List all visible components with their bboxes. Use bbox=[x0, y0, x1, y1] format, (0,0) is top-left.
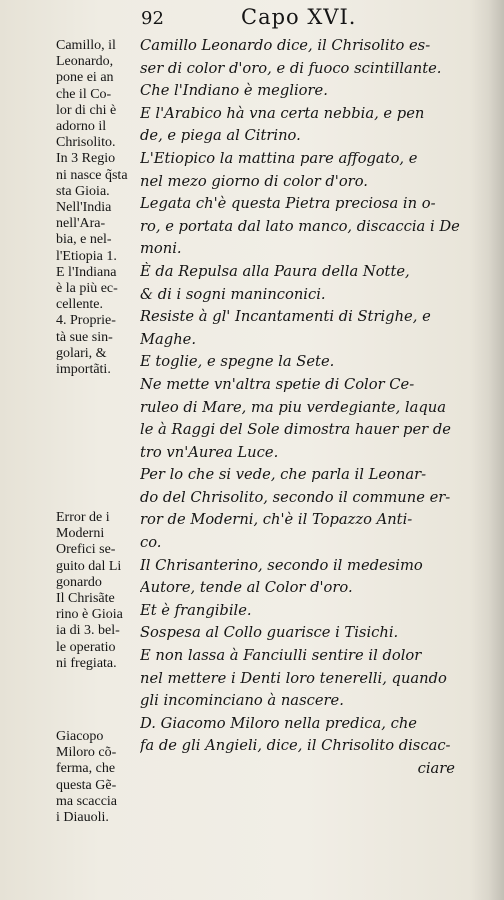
main-text bbox=[140, 35, 495, 781]
text-line: & di i sogni maninconici. bbox=[140, 285, 326, 303]
margin-note-giacopo bbox=[56, 729, 138, 826]
text-line: Legata ch'è questa Pietra preciosa in o- bbox=[140, 195, 436, 213]
margin-note-error bbox=[56, 510, 138, 672]
margin-note-line: lor di chi è bbox=[56, 102, 117, 118]
margin-note-line: Il Chrisãte bbox=[56, 591, 115, 607]
text-line: co. bbox=[140, 534, 162, 552]
text-line: Camillo Leonardo dice, il Chrisolito es- bbox=[140, 37, 431, 54]
text-line: moni. bbox=[140, 240, 182, 258]
text-line: tro vn'Aurea Luce. bbox=[140, 443, 279, 461]
text-line: E non lassa à Fanciulli sentire il dolor bbox=[140, 647, 422, 665]
text-line: Et è frangibile. bbox=[140, 601, 252, 619]
text-line: L'Etiopico la mattina pare affogato, e bbox=[140, 149, 418, 167]
margin-note-line: sta Gioia. bbox=[56, 183, 110, 199]
margin-note-line: importãti. bbox=[56, 362, 111, 378]
margin-note-line: golari, & bbox=[56, 345, 107, 361]
text-line: E toglie, e spegne la Sete. bbox=[140, 353, 335, 371]
text-line: ror de Moderni, ch'è il Topazzo Anti- bbox=[140, 511, 413, 529]
margin-note-line: ferma, che bbox=[56, 761, 116, 777]
margin-note-line: Camillo, il bbox=[56, 38, 116, 53]
text-line: Autore, tende al Color d'oro. bbox=[140, 579, 353, 597]
running-head: Capo XVI. bbox=[241, 5, 357, 29]
margin-note-line: ia di 3. bel- bbox=[56, 623, 120, 639]
margin-note-line: Leonardo, bbox=[56, 54, 114, 70]
margin-note-line: Moderni bbox=[56, 526, 105, 542]
margin-note-line: adorno il bbox=[56, 119, 107, 135]
text-line: ciare bbox=[417, 760, 455, 777]
margin-note-line: ma scaccia bbox=[56, 793, 118, 809]
margin-note-line: tà sue sin- bbox=[56, 329, 113, 345]
margin-note-line: pone ei an bbox=[56, 70, 114, 86]
page-number: 92 bbox=[141, 8, 164, 29]
margin-note-line: ni fregiata. bbox=[56, 655, 117, 671]
margin-note-line: le operatio bbox=[56, 639, 116, 655]
text-line: ruleo di Mare, ma piu verdegiante, laqua bbox=[140, 398, 446, 416]
margin-note-line: l'Etiopia 1. bbox=[56, 248, 117, 264]
margin-note-line: guito dal Li bbox=[56, 558, 122, 574]
text-line: Maghe. bbox=[140, 330, 197, 348]
margin-note-line: Miloro cõ- bbox=[56, 745, 117, 761]
text-line: nel mettere i Denti loro tenerelli, quando bbox=[140, 669, 447, 687]
text-line: ro, e portata dal lato manco, discaccia i De bbox=[140, 217, 460, 235]
margin-note-line: Chrisolito. bbox=[56, 135, 116, 151]
margin-note-line: Giacopo bbox=[56, 729, 104, 744]
text-line: fa de gli Angieli, dice, il Chrisolito discac- bbox=[140, 737, 451, 755]
text-line: ser di color d'oro, e di fuoco scintillante. bbox=[140, 59, 442, 77]
margin-note-line: rino è Gioia bbox=[56, 607, 123, 623]
margin-note-line: Error de i bbox=[56, 510, 110, 525]
margin-note-camillo bbox=[56, 38, 138, 378]
margin-note-line: è la più ec- bbox=[56, 281, 118, 297]
margin-note-line: nell'Ara- bbox=[56, 216, 106, 232]
margin-note-line: In 3 Regio bbox=[56, 151, 116, 167]
margin-note-line: Nell'India bbox=[56, 200, 112, 216]
text-line: Ne mette vn'altra spetie di Color Ce- bbox=[140, 375, 415, 393]
text-line: Il Chrisanterino, secondo il medesimo bbox=[140, 556, 423, 574]
text-line: Sospesa al Collo guarisce i Tisichi. bbox=[140, 624, 399, 642]
margin-note-line: Orefici se- bbox=[56, 542, 116, 558]
text-line: Per lo che si vede, che parla il Leonar- bbox=[140, 466, 427, 484]
margin-note-line: cellente. bbox=[56, 297, 104, 313]
margin-note-line: 4. Proprie- bbox=[56, 313, 116, 329]
text-line: nel mezo giorno di color d'oro. bbox=[140, 172, 368, 190]
text-line: do del Chrisolito, secondo il commune er- bbox=[140, 488, 451, 506]
text-line: È da Repulsa alla Paura della Notte, bbox=[140, 262, 410, 280]
text-line: E l'Arabico hà vna certa nebbia, e pen bbox=[140, 104, 425, 122]
margin-note-line: i Diauoli. bbox=[56, 810, 109, 826]
margin-note-line: E l'Indiana bbox=[56, 264, 117, 280]
text-line: D. Giacomo Miloro nella predica, che bbox=[140, 714, 417, 732]
margin-note-line: gonardo bbox=[56, 574, 102, 590]
text-line: le à Raggi del Sole dimostra hauer per de bbox=[140, 421, 451, 439]
text-line: gli incominciano à nascere. bbox=[140, 692, 344, 710]
text-line: Resiste à gl' Incantamenti di Strighe, e bbox=[140, 308, 431, 326]
margin-note-line: questa Gẽ- bbox=[56, 777, 117, 793]
margin-note-line: ni nasce q̃sta bbox=[56, 167, 128, 183]
text-line: de, e piega al Citrino. bbox=[140, 127, 301, 145]
margin-note-line: bia, e nel- bbox=[56, 232, 112, 248]
margin-note-line: che il Co- bbox=[56, 86, 112, 102]
text-line: Che l'Indiano è megliore. bbox=[140, 82, 328, 100]
